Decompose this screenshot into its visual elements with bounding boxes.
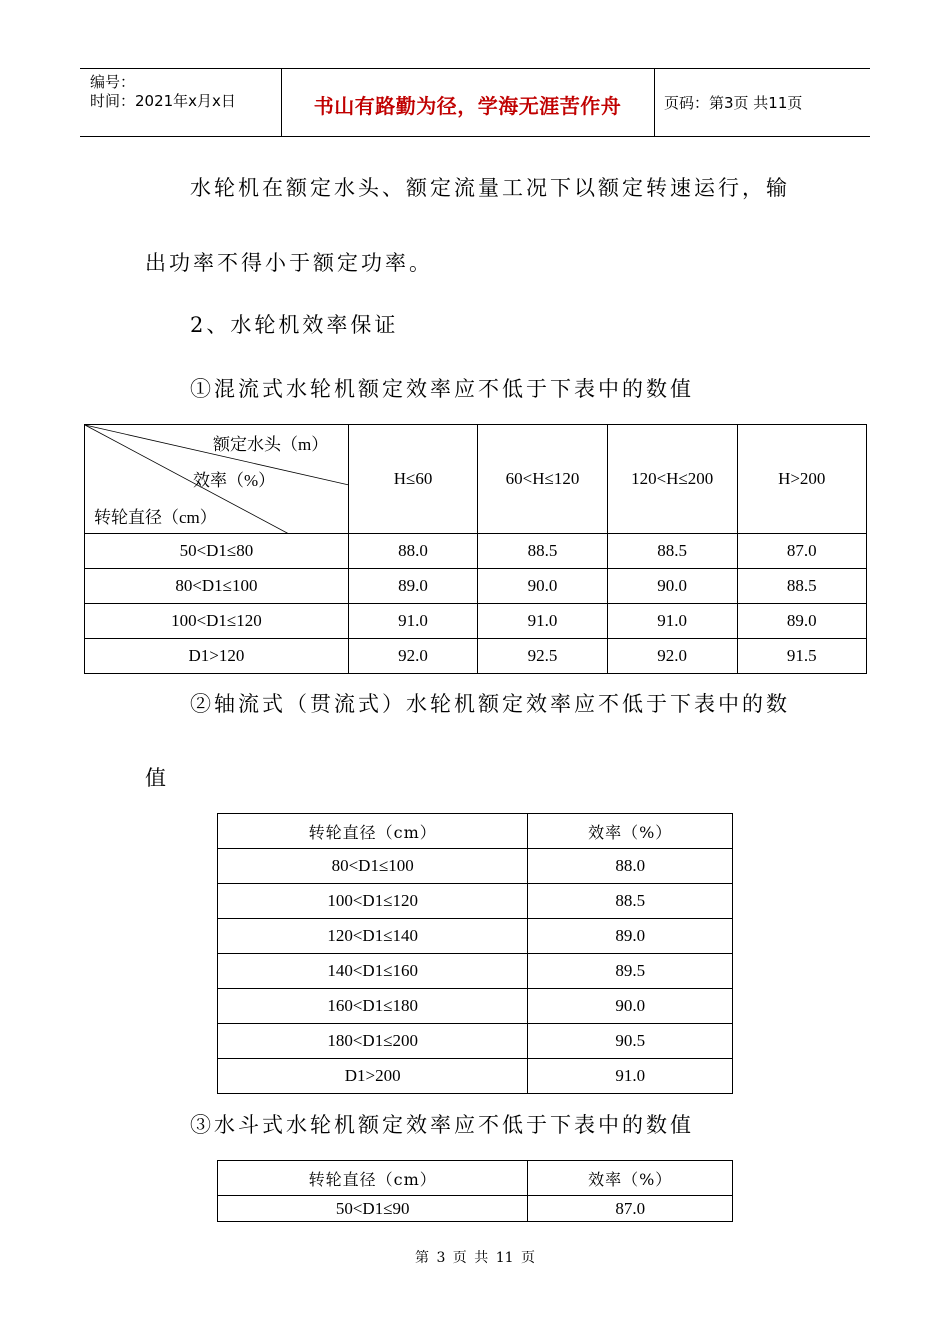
column-header: H≤60	[348, 425, 477, 534]
header-motto: 书山有路勤为径，学海无涯苦作舟	[313, 94, 622, 118]
table-row	[85, 569, 867, 604]
column-header: 效率（%）	[528, 1161, 733, 1196]
corner-head-efficiency: 效率（%）	[193, 471, 276, 490]
table-caption: ②轴流式（贯流式）水轮机额定效率应不低于下表中的数	[190, 692, 790, 716]
row-label: 100<D1≤120	[218, 884, 528, 919]
corner-head-diameter: 转轮直径（cm）	[94, 508, 217, 527]
table-cell: 90.0	[528, 989, 733, 1024]
table-cell: 88.0	[528, 849, 733, 884]
row-label: 80<D1≤100	[218, 849, 528, 884]
table-row	[218, 919, 733, 954]
table-cell: 89.5	[528, 954, 733, 989]
row-label: 50<D1≤90	[218, 1196, 528, 1222]
table-row	[218, 1059, 733, 1094]
header-time-label: 时间：2021年x月x日	[90, 92, 236, 110]
table-cell: 89.0	[348, 569, 477, 604]
table-cell: 88.5	[478, 534, 608, 569]
table-caption: ③水斗式水轮机额定效率应不低于下表中的数值	[190, 1113, 694, 1137]
table-caption: ①混流式水轮机额定效率应不低于下表中的数值	[190, 377, 694, 401]
column-header: 转轮直径（cm）	[218, 1161, 528, 1196]
table-row	[85, 604, 867, 639]
header-number-label: 编号：	[90, 73, 136, 91]
table-row	[218, 884, 733, 919]
row-label: 120<D1≤140	[218, 919, 528, 954]
table-cell: 90.5	[528, 1024, 733, 1059]
row-label: 100<D1≤120	[85, 604, 349, 639]
header-divider	[654, 68, 655, 136]
row-label: 160<D1≤180	[218, 989, 528, 1024]
efficiency-table-pelton	[217, 1160, 733, 1222]
table-caption: 值	[145, 766, 169, 790]
table-cell: 92.0	[607, 639, 737, 674]
table-corner-header	[85, 425, 349, 534]
table-cell: 90.0	[607, 569, 737, 604]
table-cell: 92.5	[478, 639, 608, 674]
row-label: 80<D1≤100	[85, 569, 349, 604]
header-page-label: 页码：第3页 共11页	[664, 94, 803, 112]
table-cell: 87.0	[737, 534, 866, 569]
column-header: H>200	[737, 425, 866, 534]
table-cell: 88.5	[737, 569, 866, 604]
row-label: D1>200	[218, 1059, 528, 1094]
row-label: 140<D1≤160	[218, 954, 528, 989]
table-cell: 90.0	[478, 569, 608, 604]
corner-head-water-head: 额定水头（m）	[213, 435, 329, 454]
table-cell: 89.0	[737, 604, 866, 639]
table-row	[85, 639, 867, 674]
table-cell: 92.0	[348, 639, 477, 674]
table-cell: 91.0	[528, 1059, 733, 1094]
table-cell: 91.0	[348, 604, 477, 639]
table-cell: 87.0	[528, 1196, 733, 1222]
table-row	[218, 989, 733, 1024]
row-label: D1>120	[85, 639, 349, 674]
column-header: 效率（%）	[528, 814, 733, 849]
paragraph-line: 水轮机在额定水头、额定流量工况下以额定转速运行，输	[190, 176, 790, 200]
row-label: 50<D1≤80	[85, 534, 349, 569]
table-row	[85, 534, 867, 569]
table-cell: 89.0	[528, 919, 733, 954]
table-cell: 88.0	[348, 534, 477, 569]
table-row	[218, 1024, 733, 1059]
table-cell: 91.0	[478, 604, 608, 639]
table-row	[218, 1196, 733, 1222]
table-row	[218, 954, 733, 989]
table-cell: 91.5	[737, 639, 866, 674]
table-cell: 88.5	[528, 884, 733, 919]
row-label: 180<D1≤200	[218, 1024, 528, 1059]
column-header: 转轮直径（cm）	[218, 814, 528, 849]
table-cell: 91.0	[607, 604, 737, 639]
table-row	[218, 849, 733, 884]
column-header: 120<H≤200	[607, 425, 737, 534]
page-footer: 第 3 页 共 11 页	[415, 1250, 535, 1266]
column-header: 60<H≤120	[478, 425, 608, 534]
section-heading: 2、水轮机效率保证	[190, 313, 399, 337]
paragraph-line: 出功率不得小于额定功率。	[145, 251, 433, 275]
efficiency-table-axial	[217, 813, 733, 1094]
table-cell: 88.5	[607, 534, 737, 569]
efficiency-table-francis	[84, 424, 867, 674]
